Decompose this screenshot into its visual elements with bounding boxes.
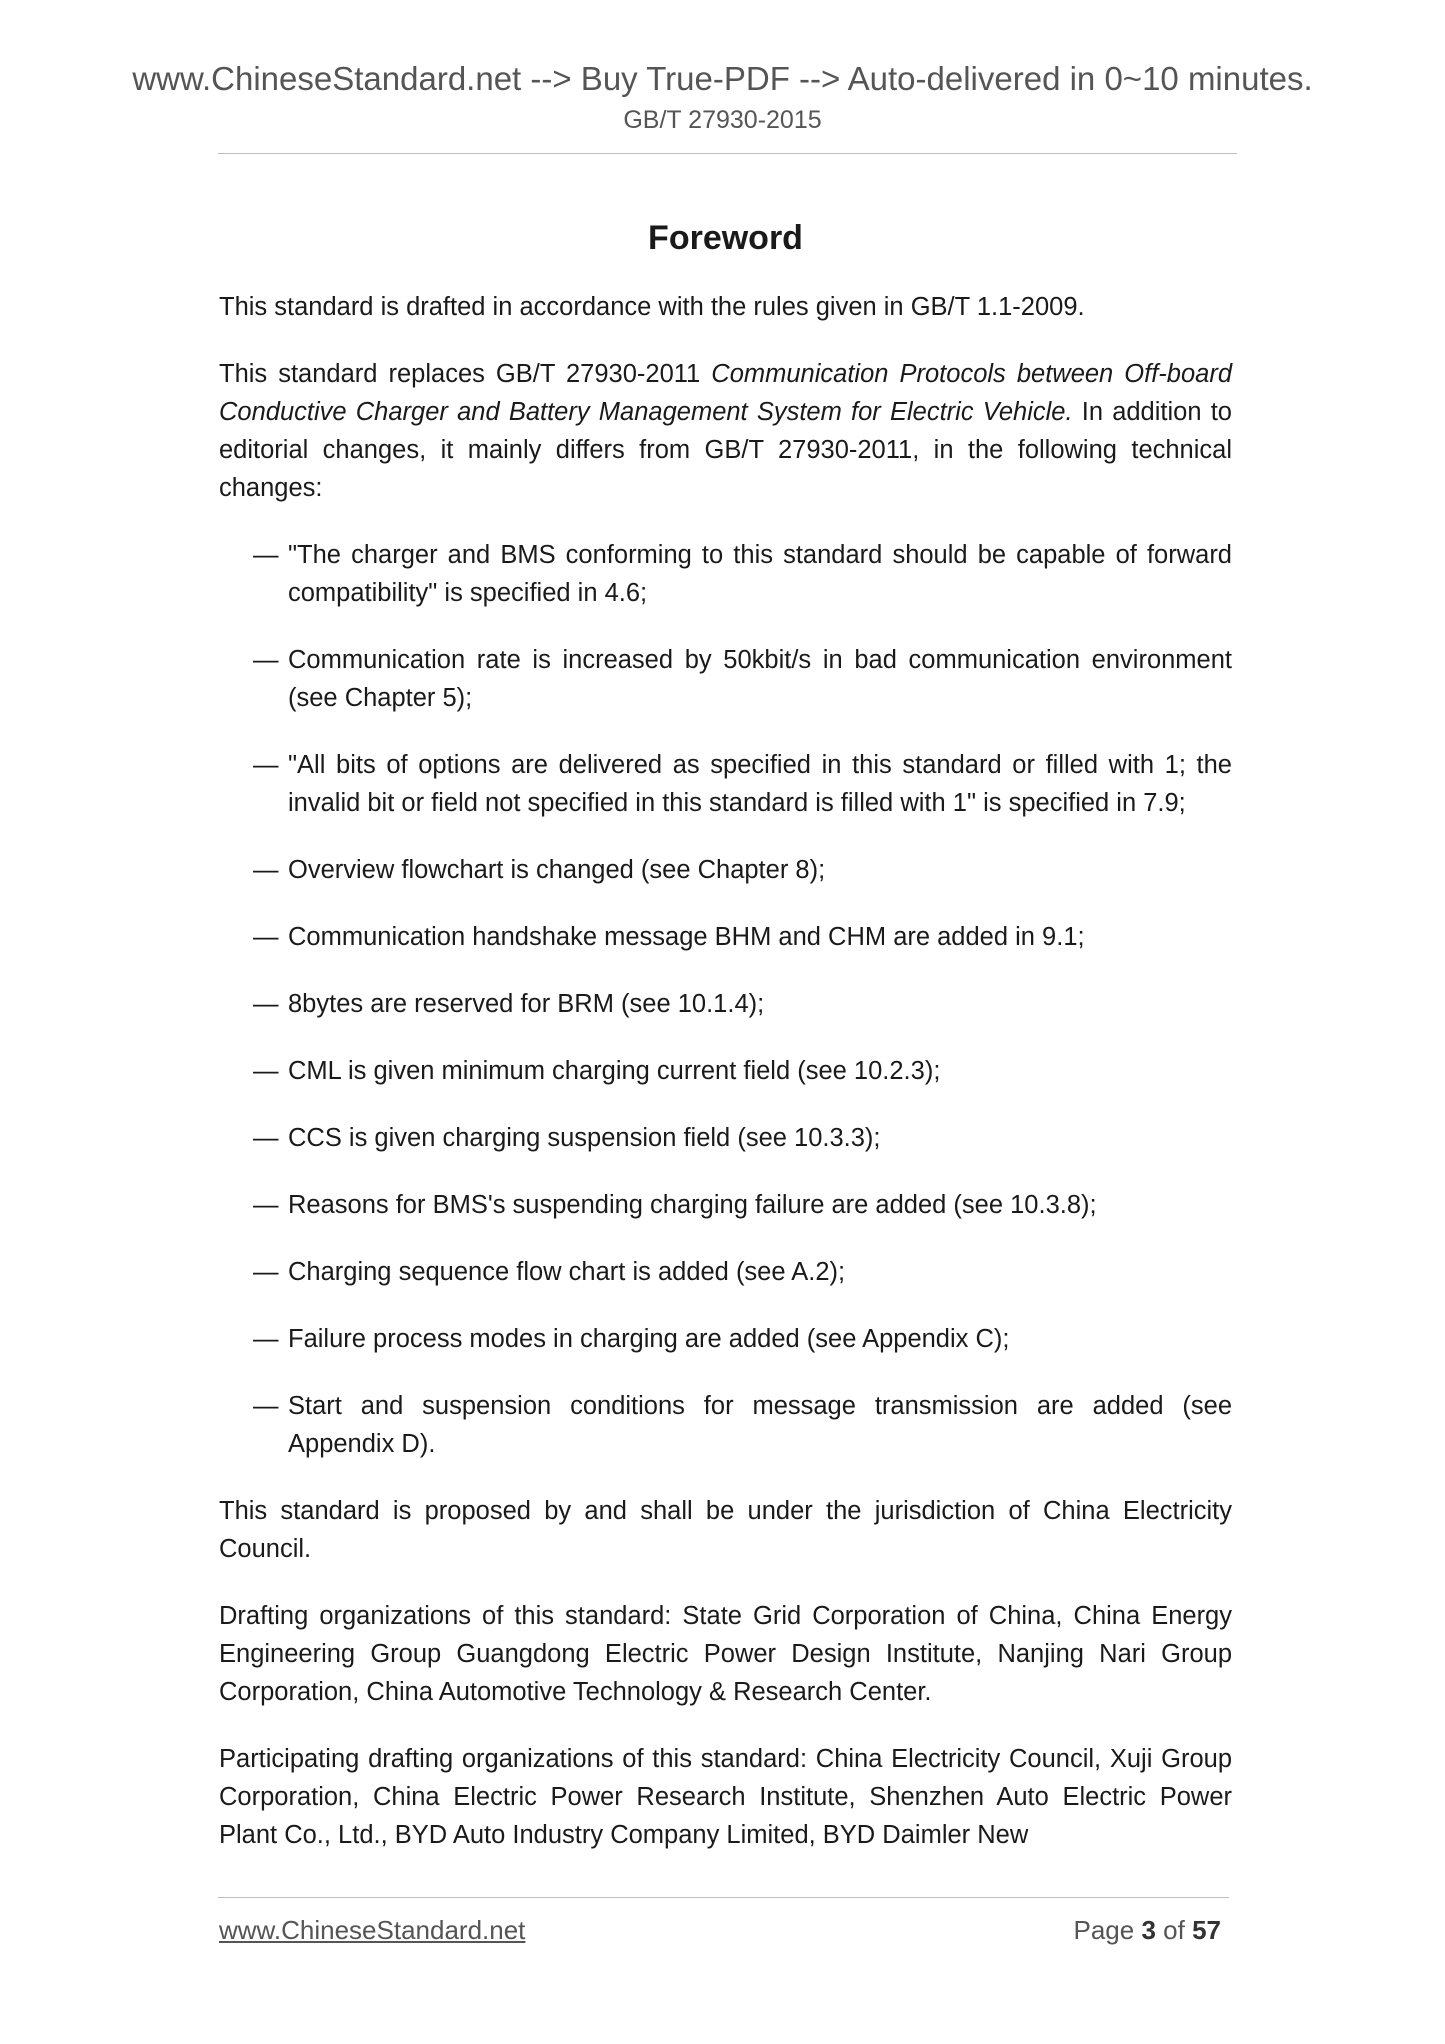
list-item: [219, 1119, 1232, 1157]
paragraph-drafting-organizations: Drafting organizations of this standard: State Grid Corporation of China, China Energy Engineering Group Guangdong Electric Power Design Institute, Nanjing Nari Group Corporation, China Automotive Technology & Research Center.: [219, 1602, 1232, 1706]
list-item: [219, 536, 1232, 612]
list-item-text: Overview flowchart is changed (see Chapter 8);: [288, 856, 826, 884]
list-item-text: "All bits of options are delivered as specified in this standard or filled with 1; the invalid bit or field not specified in this standard is filled with 1" is specified in 7.9;: [288, 751, 1232, 817]
footer-website-link[interactable]: www.ChineseStandard.net: [219, 1915, 526, 1945]
list-item-text: "The charger and BMS conforming to this standard should be capable of forward compatibility" is specified in 4.6;: [288, 541, 1232, 607]
list-item: [219, 851, 1232, 889]
list-item: [219, 1253, 1232, 1291]
paragraph-participating-organizations: Participating drafting organizations of this standard: China Electricity Council, Xuji Group Corporation, China Electric Power Research Institute, Shenzhen Auto Electric Power Plant Co., Ltd., BYD Auto Industry Company Limited, BYD Daimler New: [219, 1745, 1232, 1849]
dash-bullet: —: [253, 1191, 279, 1219]
dash-bullet: —: [253, 923, 279, 951]
page-current: 3: [1141, 1915, 1156, 1945]
dash-bullet: —: [253, 541, 279, 569]
dash-bullet: —: [253, 1392, 279, 1420]
list-item-text: 8bytes are reserved for BRM (see 10.1.4);: [288, 990, 765, 1018]
list-item: [219, 1052, 1232, 1090]
dash-bullet: —: [253, 646, 279, 674]
list-item-text: Start and suspension conditions for message transmission are added (see Appendix D).: [288, 1392, 1232, 1458]
dash-bullet: —: [253, 751, 279, 779]
dash-bullet: —: [253, 1258, 279, 1286]
list-item: [219, 1186, 1232, 1224]
list-item: [219, 985, 1232, 1023]
replaces-suffix: In addition to editorial changes, it mainly differs from GB/T 27930-2011, in the following technical changes:: [219, 398, 1232, 502]
dash-bullet: —: [253, 1124, 279, 1152]
replaces-prefix: This standard replaces GB/T 27930-2011: [219, 360, 712, 388]
list-item-text: CML is given minimum charging current field (see 10.2.3);: [288, 1057, 941, 1085]
page-total: 57: [1192, 1915, 1221, 1945]
technical-changes-list: [219, 536, 1232, 1463]
dash-bullet: —: [253, 990, 279, 1018]
paragraph-drafting-rules: This standard is drafted in accordance with the rules given in GB/T 1.1-2009.: [219, 293, 1085, 321]
list-item-text: Communication handshake message BHM and CHM are added in 9.1;: [288, 923, 1085, 951]
list-item: [219, 918, 1232, 956]
page-title: Foreword: [648, 219, 803, 257]
list-item: [219, 1320, 1232, 1358]
list-item-text: Charging sequence flow chart is added (see A.2);: [288, 1258, 846, 1286]
dash-bullet: —: [253, 1057, 279, 1085]
header-standard-number: GB/T 27930-2015: [623, 106, 822, 134]
replaced-standard-title: Communication Protocols between Off-board Conductive Charger and Battery Management System for Electric Vehicle.: [219, 360, 1232, 426]
list-item-text: Communication rate is increased by 50kbit/s in bad communication environment (see Chapter 5);: [288, 646, 1232, 712]
page-content: [219, 216, 1232, 1883]
header-divider: [218, 153, 1237, 154]
page-label: Page: [1073, 1915, 1135, 1945]
paragraph-replaces: [219, 355, 1232, 507]
list-item: [219, 746, 1232, 822]
list-item: [219, 641, 1232, 717]
list-item-text: Reasons for BMS's suspending charging failure are added (see 10.3.8);: [288, 1191, 1097, 1219]
header-banner: www.ChineseStandard.net --> Buy True-PDF --> Auto-delivered in 0~10 minutes.: [132, 60, 1313, 97]
footer-divider: [218, 1897, 1229, 1898]
dash-bullet: —: [253, 856, 279, 884]
paragraph-jurisdiction: This standard is proposed by and shall be under the jurisdiction of China Electricity Council.: [219, 1497, 1232, 1563]
page-of-label: of: [1163, 1915, 1185, 1945]
page-number: [1073, 1915, 1221, 1946]
list-item-text: CCS is given charging suspension field (see 10.3.3);: [288, 1124, 881, 1152]
list-item: [219, 1387, 1232, 1463]
dash-bullet: —: [253, 1325, 279, 1353]
list-item-text: Failure process modes in charging are added (see Appendix C);: [288, 1325, 1010, 1353]
